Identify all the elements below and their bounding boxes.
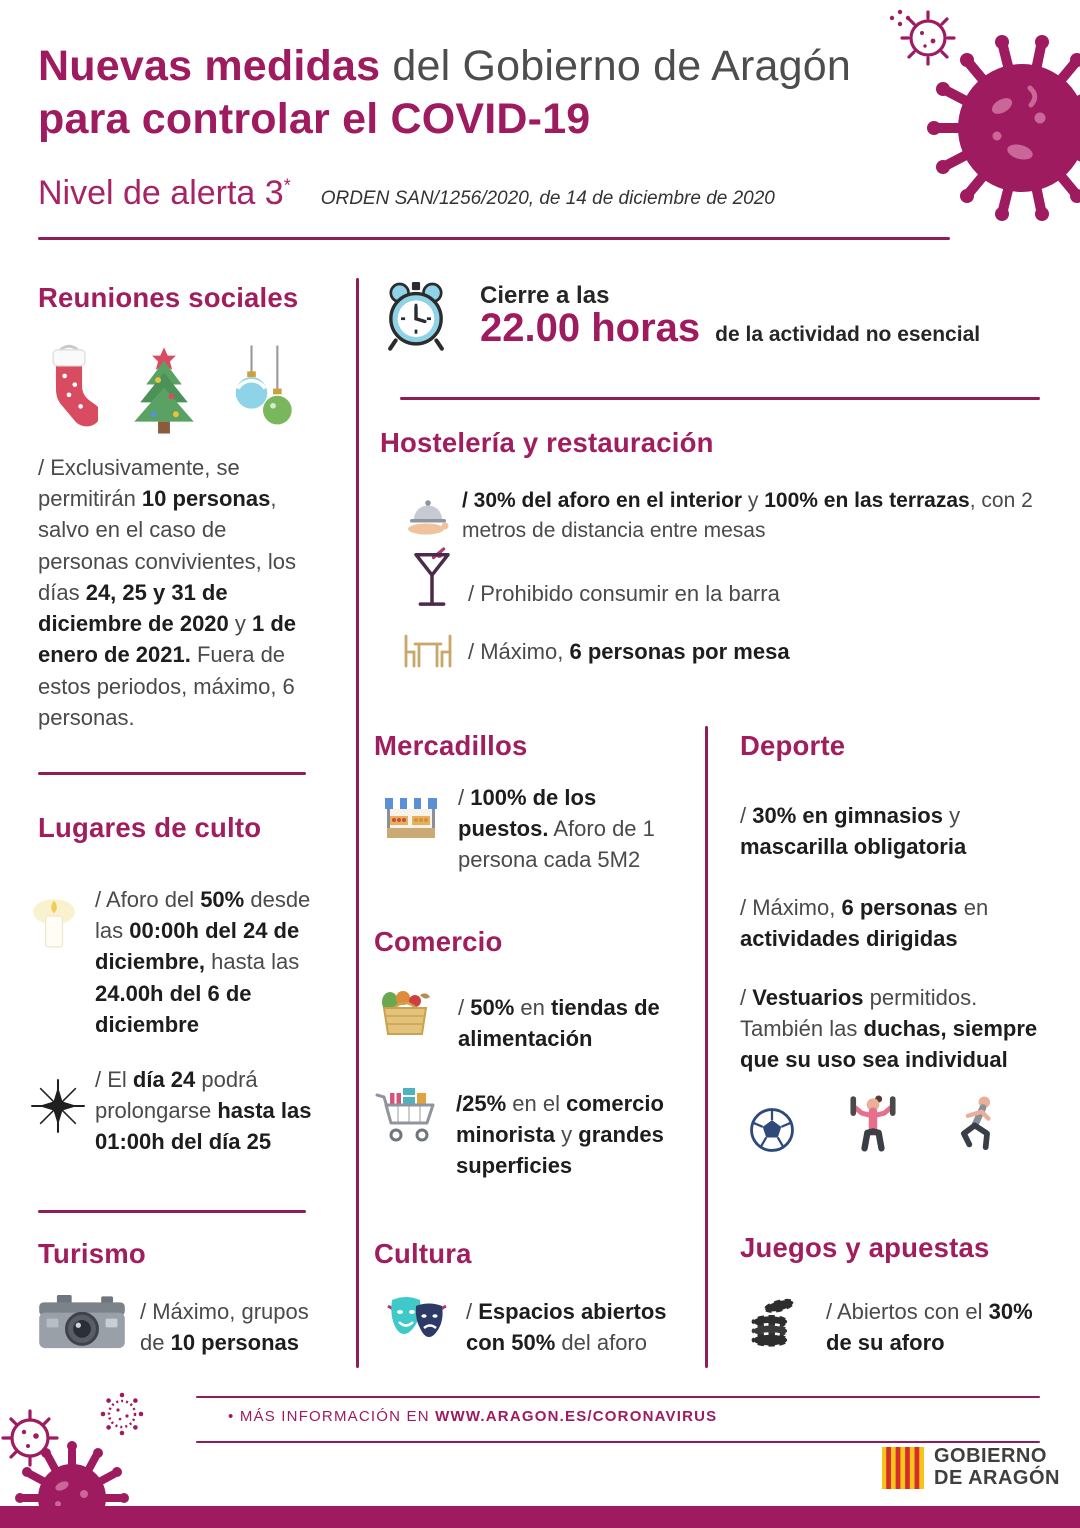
left-divider-1: [38, 772, 306, 775]
christmas-tree-icon: [118, 340, 210, 435]
table-chairs-icon: [398, 628, 458, 672]
star-sparkle-icon: [30, 1078, 86, 1134]
deporte-item-3: / Vestuarios permitidos. También las duchas, siempre que su uso sea individual: [740, 985, 1038, 1073]
left-divider-2: [38, 1210, 306, 1213]
dumbbells-icon: [842, 1092, 904, 1154]
candle-icon: [26, 892, 82, 954]
section-title-hosteleria: Hostelería y restauración: [380, 427, 714, 458]
bottom-bar: [0, 1506, 1080, 1528]
soccer-ball-icon: [748, 1106, 796, 1154]
footer-info: • MÁS INFORMACIÓN EN WWW.ARAGON.ES/CORONAVIRUS: [228, 1408, 718, 1425]
column-divider-1: [356, 278, 359, 1368]
footer-divider-top: [196, 1396, 1040, 1398]
section-title-comercio: Comercio: [374, 926, 503, 957]
cultura-item-1: / Espacios abiertos con 50% del aforo: [466, 1299, 667, 1356]
section-title-deporte: Deporte: [740, 730, 846, 761]
logo-line-2: DE ARAGÓN: [934, 1466, 1060, 1489]
gobierno-aragon-logo: [882, 1446, 1060, 1489]
hosteleria-item-2: / Prohibido consumir en la barra: [468, 581, 780, 606]
order-reference: ORDEN SAN/1256/2020, de 14 de diciembre de 2020: [320, 188, 775, 209]
logo-line-1: GOBIERNO: [934, 1445, 1047, 1467]
juegos-item-1: / Abiertos con el 30% de su aforo: [826, 1299, 1033, 1356]
section-title-juegos: Juegos y apuestas: [740, 1232, 990, 1263]
mercadillos-item-1: / 100% de los puestos. Aforo de 1 persona cada 5M2: [458, 785, 655, 873]
holiday-icons-row: [40, 340, 296, 435]
logo-text: [934, 1446, 1060, 1489]
reuniones-text: / Exclusivamente, se permitirán 10 personas, salvo en el caso de personas convivientes, los días 24, 25 y 31 de diciembre de 2020 y 1 de enero de 2021. Fuera de estos periodos, máximo, 6 personas.: [38, 455, 297, 730]
closure-intro: Cierre a las: [480, 282, 610, 309]
section-title-culto: Lugares de culto: [38, 812, 262, 843]
cocktail-icon: [413, 546, 451, 610]
culto-item-2: / El día 24 podrá prolongarse hasta las 01:00h del día 25: [95, 1067, 312, 1155]
baubles-icon: [230, 345, 296, 435]
alert-asterisk: *: [283, 175, 291, 196]
hosteleria-item-3: / Máximo, 6 personas por mesa: [468, 639, 790, 664]
turismo-item-1: / Máximo, grupos de 10 personas: [140, 1299, 309, 1356]
shopping-cart-icon: [374, 1082, 438, 1148]
theater-masks-icon: [382, 1292, 452, 1350]
deporte-item-2: / Máximo, 6 personas en actividades dirigidas: [740, 895, 989, 952]
section-title-reuniones: Reuniones sociales: [38, 282, 299, 313]
page-title: Nuevas medidas del Gobierno de Aragón para controlar el COVID-19: [38, 42, 851, 144]
market-stall-icon: [382, 792, 440, 850]
culto-item-1: / Aforo del 50% desde las 00:00h del 24 de diciembre, hasta las 24.00h del 6 de diciembre: [95, 887, 311, 1037]
section-title-turismo: Turismo: [38, 1238, 146, 1269]
section-title-cultura: Cultura: [374, 1238, 472, 1269]
food-basket-icon: [376, 986, 434, 1040]
camera-icon: [36, 1292, 128, 1354]
closure-divider: [400, 397, 1040, 400]
footer-divider-bottom: [196, 1441, 1040, 1443]
header-divider: [38, 237, 950, 240]
comercio-item-2: /25% en el comercio minorista y grandes superficies: [456, 1091, 664, 1179]
comercio-item-1: / 50% en tiendas de alimentación: [458, 995, 660, 1052]
sports-icons-row: [748, 1092, 1005, 1154]
section-title-mercadillos: Mercadillos: [374, 730, 528, 761]
aragon-flag-icon: [882, 1447, 924, 1489]
closure-time-row: [480, 306, 980, 351]
alert-level: Nivel de alerta 3*: [38, 174, 291, 212]
serving-dish-icon: [400, 490, 454, 536]
alarm-clock-icon: [382, 280, 450, 352]
christmas-stocking-icon: [40, 343, 98, 435]
deporte-item-1: / 30% en gimnasios y mascarilla obligatoria: [740, 803, 967, 860]
closure-scope: de la actividad no esencial: [715, 323, 981, 346]
column-divider-2: [705, 726, 708, 1368]
alert-row: [38, 174, 775, 213]
coronavirus-graphic-top: [870, 0, 1080, 270]
hosteleria-item-1: / 30% del aforo en el interior y 100% en las terrazas, con 2 metros de distancia entre mesas: [462, 489, 1033, 542]
runner-icon: [950, 1094, 1005, 1154]
poker-chips-icon: [746, 1290, 802, 1348]
closure-time: 22.00 horas: [480, 306, 701, 350]
